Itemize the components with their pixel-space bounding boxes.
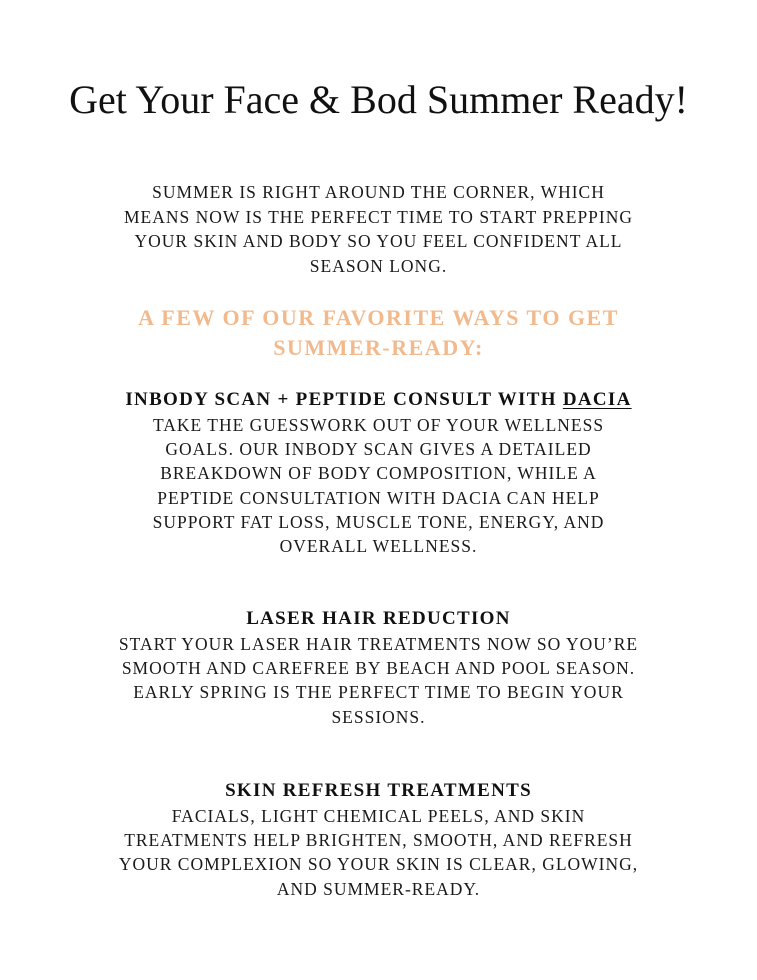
section-title-laser-hair: LASER HAIR REDUCTION (246, 608, 511, 629)
section-body-laser-hair: START YOUR LASER HAIR TREATMENTS NOW SO YOU’RE SMOOTH AND CAREFREE BY BEACH AND POOL SEASON. EARLY SPRING IS THE PERFECT TIME TO BEGIN YOUR SESSIONS. (118, 634, 639, 727)
page-title: Get Your Face & Bod Summer Ready! (69, 77, 688, 122)
section-body-skin-refresh: FACIALS, LIGHT CHEMICAL PEELS, AND SKIN TREATMENTS HELP BRIGHTEN, SMOOTH, AND REFRESH YOUR COMPLEXION SO YOUR SKIN IS CLEAR, GLOWING, AND SUMMER-READY. (118, 806, 639, 899)
section-title-inbody-peptide (108, 387, 649, 413)
section-inbody-peptide (108, 387, 649, 558)
intro-paragraph: SUMMER IS RIGHT AROUND THE CORNER, WHICH MEANS NOW IS THE PERFECT TIME TO START PREPPING YOUR SKIN AND BODY SO YOU FEEL CONFIDENT ALL SEASON LONG. (123, 182, 634, 276)
section-body-inbody-peptide: TAKE THE GUESSWORK OUT OF YOUR WELLNESS GOALS. OUR INBODY SCAN GIVES A DETAILED BREAKDOWN OF BODY COMPOSITION, WHILE A PEPTIDE CONSULTATION WITH DACIA CAN HELP SUPPORT FAT LOSS, MUSCLE TONE, ENERGY, AND OVERALL WELLNESS. (152, 415, 605, 557)
section-title-text: INBODY SCAN + PEPTIDE CONSULT WITH (125, 389, 563, 410)
section-skin-refresh (108, 778, 649, 901)
section-title-skin-refresh: SKIN REFRESH TREATMENTS (225, 780, 532, 801)
section-laser-hair (108, 606, 649, 729)
favorites-subheading: A FEW OF OUR FAVORITE WAYS TO GET SUMMER-READY: (138, 305, 619, 360)
dacia-link[interactable]: DACIA (562, 389, 632, 410)
